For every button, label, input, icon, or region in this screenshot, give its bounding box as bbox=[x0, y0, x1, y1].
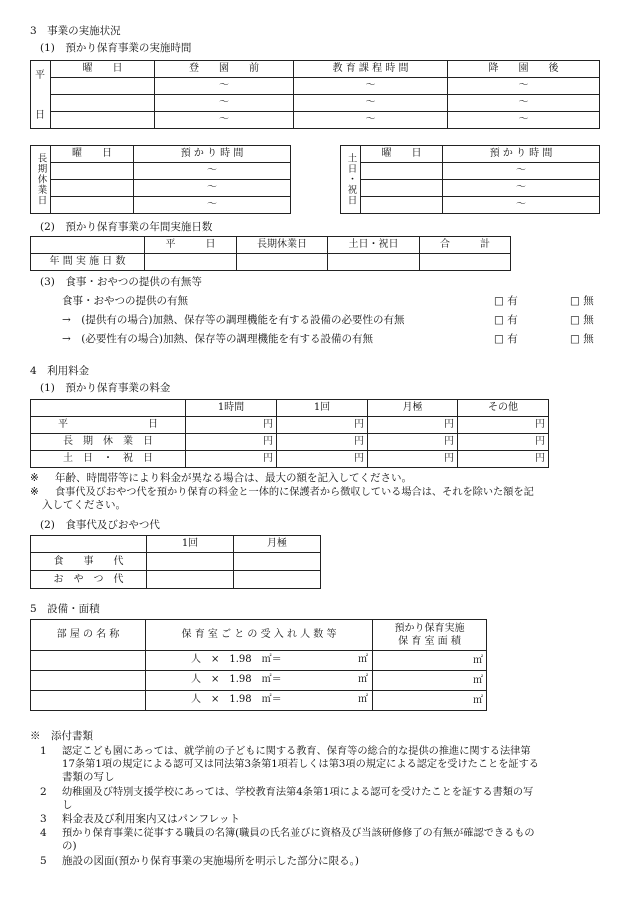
table-header: 1時間 bbox=[186, 400, 277, 417]
meal-fee-cell[interactable] bbox=[234, 571, 321, 589]
day-cell[interactable] bbox=[51, 180, 134, 197]
fee-cell[interactable]: 円 bbox=[186, 417, 277, 434]
holiday-label: 土日・祝日 bbox=[341, 146, 361, 214]
table-header: 1回 bbox=[277, 400, 368, 417]
area-cell[interactable]: ㎡ bbox=[373, 671, 487, 691]
attachment-line: 預かり保育事業に従事する職員の名簿(職員の氏名並びに資格及び当該研修修了の有無が確認できるもの bbox=[62, 828, 535, 839]
row-label: 長 期 休 業 日 bbox=[31, 434, 186, 451]
section3-sub3: (3) 食事・おやつの提供の有無等 bbox=[40, 276, 202, 288]
row-label: 土 日 ・ 祝 日 bbox=[31, 451, 186, 468]
attachment-num: 4 bbox=[40, 827, 47, 839]
fee-cell[interactable]: 円 bbox=[458, 434, 549, 451]
fee-cell[interactable]: 円 bbox=[458, 451, 549, 468]
fee-cell[interactable]: 円 bbox=[368, 434, 458, 451]
time-cell[interactable]: ～ bbox=[134, 180, 291, 197]
room-name-cell[interactable] bbox=[31, 651, 146, 671]
table-header: 月極 bbox=[234, 536, 321, 553]
fee-cell[interactable]: 円 bbox=[458, 417, 549, 434]
area-header-line2: 保 育 室 面 積 bbox=[398, 636, 461, 647]
time-cell[interactable]: ～ bbox=[155, 78, 294, 95]
facility-table bbox=[30, 619, 487, 711]
attachment-line: し bbox=[62, 799, 73, 811]
attachment-line: 料金表及び利用案内又はパンフレット bbox=[62, 813, 240, 825]
attachment-num: 3 bbox=[40, 813, 47, 825]
room-name-cell[interactable] bbox=[31, 671, 146, 691]
attachment-num: 5 bbox=[40, 855, 47, 867]
table-header: 降 園 後 bbox=[448, 61, 600, 78]
capacity-cell[interactable] bbox=[146, 671, 373, 691]
weekday-label-bottom: 日 bbox=[35, 109, 45, 121]
time-cell[interactable]: ～ bbox=[294, 112, 448, 129]
checkbox-yes[interactable]: □ 有 bbox=[494, 295, 518, 307]
capacity-cell[interactable] bbox=[146, 691, 373, 711]
attachment-line: 17条第1項の規定による認可又は同法第3条第1項若しくは第3項の規定による認定を受けたことを証する bbox=[62, 759, 539, 770]
empty-corner bbox=[31, 237, 145, 254]
day-cell[interactable] bbox=[361, 197, 443, 214]
empty-corner bbox=[31, 536, 147, 553]
checkbox-no[interactable]: □ 無 bbox=[570, 295, 594, 307]
note-mark: ※ bbox=[30, 486, 39, 498]
fee-cell[interactable]: 円 bbox=[277, 451, 368, 468]
section3-heading: 3 事業の実施状況 bbox=[30, 25, 121, 37]
room-name-cell[interactable] bbox=[31, 691, 146, 711]
capacity-formula: 人 × 1.98 ㎡＝ bbox=[191, 674, 282, 685]
table-header: 合 計 bbox=[420, 237, 511, 254]
table-header: 長期休業日 bbox=[237, 237, 328, 254]
attachment-line: 施設の図面(預かり保育事業の実施場所を明示した部分に限る。) bbox=[62, 855, 359, 867]
table-header: 土日・祝日 bbox=[328, 237, 420, 254]
annual-days-table bbox=[30, 236, 511, 271]
meal-item: → (必要性有の場合)加熱、保存等の調理機能を有する設備の有無 bbox=[62, 333, 373, 345]
table-header: 預 か り 時 間 bbox=[134, 146, 291, 163]
section3-sub2: (2) 預かり保育事業の年間実施日数 bbox=[40, 221, 213, 233]
table-header: 預 か り 時 間 bbox=[443, 146, 600, 163]
time-cell[interactable]: ～ bbox=[155, 112, 294, 129]
table-header: 曜 日 bbox=[51, 146, 134, 163]
days-input[interactable] bbox=[420, 254, 511, 271]
table-header: 保 育 室 ご と の 受 入 れ 人 数 等 bbox=[146, 620, 373, 651]
area-unit: ㎡ bbox=[358, 674, 368, 685]
meal-fee-table bbox=[30, 535, 321, 589]
fee-cell[interactable]: 円 bbox=[368, 451, 458, 468]
time-cell[interactable]: ～ bbox=[443, 163, 600, 180]
meal-fee-cell[interactable] bbox=[147, 553, 234, 571]
checkbox-no[interactable]: □ 無 bbox=[570, 333, 594, 345]
fee-note-1: 年齢、時間帯等により料金が異なる場合は、最大の額を記入してください。 bbox=[55, 472, 412, 484]
empty-corner bbox=[31, 400, 186, 417]
row-label: 食 事 代 bbox=[31, 553, 147, 571]
table-header: 平 日 bbox=[145, 237, 237, 254]
time-cell[interactable]: ～ bbox=[443, 180, 600, 197]
row-label: 年 間 実 施 日 数 bbox=[31, 254, 145, 271]
meal-fee-cell[interactable] bbox=[234, 553, 321, 571]
table-header: 1回 bbox=[147, 536, 234, 553]
time-cell[interactable]: ～ bbox=[134, 163, 291, 180]
meal-item: 食事・おやつの提供の有無 bbox=[62, 295, 188, 307]
time-cell[interactable]: ～ bbox=[294, 78, 448, 95]
table-header: 曜 日 bbox=[51, 61, 155, 78]
weekday-hours-table bbox=[30, 60, 600, 129]
day-cell[interactable] bbox=[51, 163, 134, 180]
table-header bbox=[373, 620, 487, 651]
meal-fee-cell[interactable] bbox=[147, 571, 234, 589]
fee-cell[interactable]: 円 bbox=[277, 417, 368, 434]
area-unit: ㎡ bbox=[358, 654, 368, 665]
checkbox-yes[interactable]: □ 有 bbox=[494, 314, 518, 326]
fee-note-2b: 入してください。 bbox=[42, 499, 126, 511]
attachment-line: 書類の写し bbox=[62, 771, 115, 783]
time-cell[interactable]: ～ bbox=[448, 112, 600, 129]
fee-cell[interactable]: 円 bbox=[186, 434, 277, 451]
fee-cell[interactable]: 円 bbox=[186, 451, 277, 468]
time-cell[interactable]: ～ bbox=[155, 95, 294, 112]
attachment-line: の) bbox=[62, 840, 77, 852]
longterm-label: 長期休業日 bbox=[31, 146, 51, 214]
checkbox-no[interactable]: □ 無 bbox=[570, 314, 594, 326]
longterm-hours-table bbox=[30, 145, 291, 214]
table-header: 曜 日 bbox=[361, 146, 443, 163]
table-header: 部 屋 の 名 称 bbox=[31, 620, 146, 651]
meal-item: → (提供有の場合)加熱、保存等の調理機能を有する設備の必要性の有無 bbox=[62, 314, 405, 326]
capacity-formula: 人 × 1.98 ㎡＝ bbox=[191, 694, 282, 705]
fee-cell[interactable]: 円 bbox=[368, 417, 458, 434]
note-mark: ※ bbox=[30, 472, 39, 484]
days-input[interactable] bbox=[237, 254, 328, 271]
section4-sub2: (2) 食事代及びおやつ代 bbox=[40, 519, 160, 531]
area-unit: ㎡ bbox=[358, 694, 368, 705]
holiday-hours-table bbox=[340, 145, 600, 214]
table-header: 登 園 前 bbox=[155, 61, 294, 78]
area-header-line1: 預かり保育実施 bbox=[394, 623, 465, 634]
section5-heading: 5 設備・面積 bbox=[30, 603, 100, 615]
day-cell[interactable] bbox=[51, 78, 155, 95]
section4-sub1: (1) 預かり保育事業の料金 bbox=[40, 382, 171, 394]
time-cell[interactable]: ～ bbox=[448, 78, 600, 95]
table-header: その他 bbox=[458, 400, 549, 417]
attachment-num: 1 bbox=[40, 745, 47, 757]
checkbox-yes[interactable]: □ 有 bbox=[494, 333, 518, 345]
attachments-title: ※ 添付書類 bbox=[30, 730, 93, 742]
fee-note-2a: 食事代及びおやつ代を預かり保育の料金と一体的に保護者から徴収している場合は、それを除いた額を記 bbox=[55, 487, 534, 498]
area-cell[interactable]: ㎡ bbox=[373, 651, 487, 671]
day-cell[interactable] bbox=[361, 180, 443, 197]
row-label: 平 日 bbox=[31, 417, 186, 434]
attachment-line: 認定こども園にあっては、就学前の子どもに関する教育、保育等の総合的な提供の推進に関する法律第 bbox=[62, 746, 531, 757]
time-cell[interactable]: ～ bbox=[443, 197, 600, 214]
time-cell[interactable]: ～ bbox=[448, 95, 600, 112]
day-cell[interactable] bbox=[51, 95, 155, 112]
time-cell[interactable]: ～ bbox=[134, 197, 291, 214]
day-cell[interactable] bbox=[51, 197, 134, 214]
day-cell[interactable] bbox=[361, 163, 443, 180]
days-input[interactable] bbox=[145, 254, 237, 271]
capacity-formula: 人 × 1.98 ㎡＝ bbox=[191, 654, 282, 665]
section4-heading: 4 利用料金 bbox=[30, 365, 90, 377]
table-header: 教 育 課 程 時 間 bbox=[294, 61, 448, 78]
days-input[interactable] bbox=[328, 254, 420, 271]
row-label: お や つ 代 bbox=[31, 571, 147, 589]
section3-sub1: (1) 預かり保育事業の実施時間 bbox=[40, 42, 192, 54]
fee-cell[interactable]: 円 bbox=[277, 434, 368, 451]
capacity-cell[interactable] bbox=[146, 651, 373, 671]
weekday-label-top: 平 bbox=[35, 69, 45, 81]
attachment-line: 幼稚園及び特別支援学校にあっては、学校教育法第4条第1項による認可を受けたことを証する書類の写 bbox=[62, 787, 534, 798]
time-cell[interactable]: ～ bbox=[294, 95, 448, 112]
attachment-num: 2 bbox=[40, 786, 47, 798]
table-header: 月極 bbox=[368, 400, 458, 417]
fee-table bbox=[30, 399, 549, 468]
area-cell[interactable]: ㎡ bbox=[373, 691, 487, 711]
day-cell[interactable] bbox=[51, 112, 155, 129]
